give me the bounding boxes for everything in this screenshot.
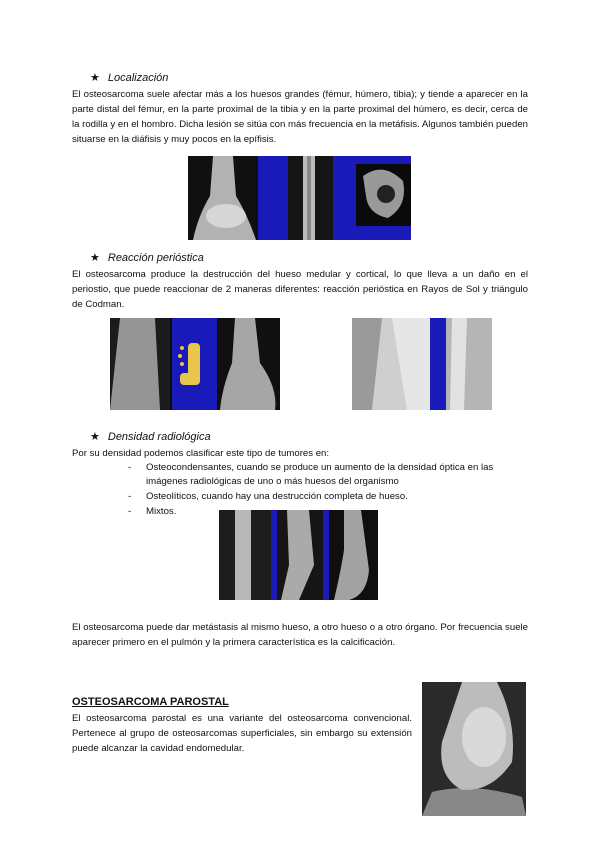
list-item: - Osteolíticos, cuando hay una destrucción completa de hueso.: [128, 490, 528, 504]
heading-localizacion: [90, 71, 168, 84]
paragraph-parostal: El osteosarcoma parostal es una variante del osteosarcoma convencional. Pertenece al grupo de osteosarcomas superficiales, sin embargo su extensión puede alcanzar la cavidad endomedular.: [72, 713, 412, 754]
xray-image-codman: [352, 318, 492, 410]
xray-image-parostal: [422, 682, 526, 816]
star-bullet-icon: ★: [90, 431, 100, 443]
heading-parostal: OSTEOSARCOMA PAROSTAL: [72, 696, 229, 708]
xray-image-densidad: [219, 510, 378, 600]
xray-image-sunburst: [110, 318, 280, 410]
paragraph-reaccion: El osteosarcoma produce la destrucción del hueso medular y cortical, lo que lleva a un daño en el periostio, que puede reaccionar de 2 maneras diferentes: reacción perióstica en Rayos de Sol y triángulo de Codman.: [72, 269, 528, 310]
heading-densidad-text: Densidad radiológica: [107, 430, 211, 443]
heading-reaccion: [90, 251, 204, 264]
star-bullet-icon: ★: [90, 252, 100, 264]
paragraph-densidad-intro: Por su densidad podemos clasificar este tipo de tumores en:: [72, 448, 330, 459]
paragraph-metastasis: El osteosarcoma puede dar metástasis al mismo hueso, a otro hueso o a otro órgano. Por frecuencia suele aparecer primero en el pulmón y la primera característica es la calcificación.: [72, 622, 528, 648]
xray-sunburst-figure: [110, 318, 280, 410]
xray-localizacion-figure: [188, 156, 411, 240]
list-item: - Osteocondensantes, cuando se produce un aumento de la densidad óptica en las imágenes radiológicas de uno o más huesos del organismo: [128, 461, 528, 489]
list-item: - Mixtos.: [128, 505, 528, 519]
xray-image-localizacion: [188, 156, 411, 240]
paragraph-localizacion: El osteosarcoma suele afectar más a los huesos grandes (fémur, húmero, tibia); y tiende a aparecer en la parte distal del fémur, en la parte proximal de la tibia y en la parte proximal del húmero, es decir, cerca de la rodilla y en el hombro. Dicha lesión se sitúa con más frecuencia en la metáfisis. Algunos también pueden situarse en la diáfisis y muy pocos en la epífisis.: [72, 89, 528, 145]
xray-parostal-figure: [422, 682, 526, 816]
xray-densidad-figure: [219, 510, 378, 600]
xray-codman-figure: [352, 318, 492, 410]
heading-densidad: [90, 430, 211, 443]
heading-reaccion-text: Reacción perióstica: [107, 251, 204, 264]
star-bullet-icon: ★: [90, 72, 100, 84]
heading-localizacion-text: Localización: [107, 71, 169, 84]
